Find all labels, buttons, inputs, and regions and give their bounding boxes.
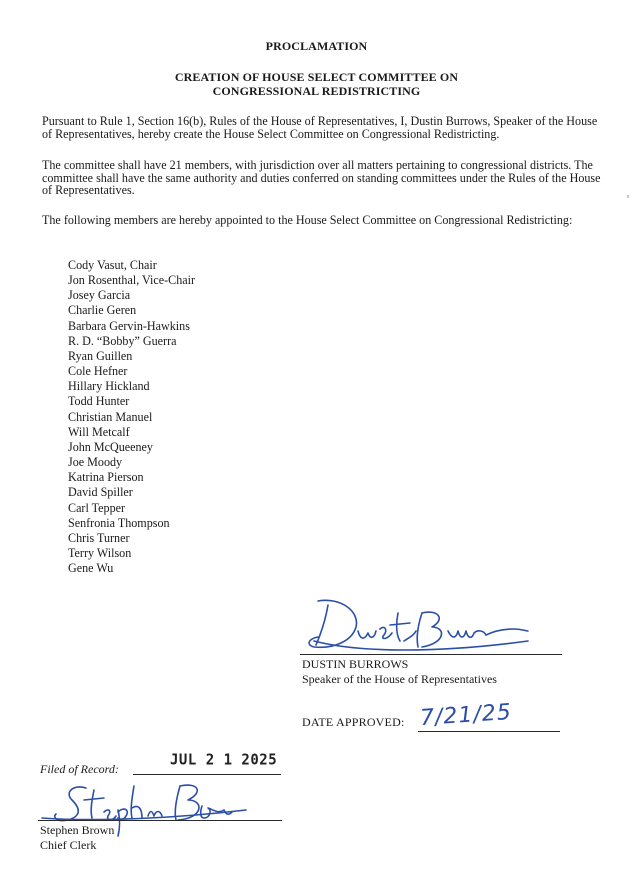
paragraph-appointment: The following members are hereby appointed to the House Select Committee on Congressional Redistricting: [42, 213, 573, 227]
date-approved-value: 7/21/25 [419, 699, 513, 732]
list-item: Jon Rosenthal, Vice-Chair [68, 273, 196, 288]
list-item: Christian Manuel [68, 409, 153, 424]
speaker-signature-line [300, 654, 562, 655]
list-item: Cole Hefner [68, 364, 128, 379]
document-heading: PROCLAMATION [265, 39, 368, 53]
list-item: Josey Garcia [68, 288, 131, 303]
clerk-signature-line [38, 820, 282, 821]
list-item: Chris Turner [68, 530, 130, 545]
list-item: Cody Vasut, Chair [68, 258, 157, 272]
date-approved-line [418, 731, 560, 732]
clerk-title: Chief Clerk [40, 838, 97, 852]
list-item: Barbara Gervin-Hawkins [68, 318, 190, 333]
speaker-name: DUSTIN BURROWS [302, 657, 409, 671]
list-item: Charlie Geren [68, 303, 137, 318]
list-item: Terry Wilson [68, 545, 132, 560]
list-item: Hillary Hickland [68, 379, 150, 394]
list-item: Will Metcalf [68, 424, 130, 439]
filed-of-record-line [133, 774, 281, 775]
list-item: Todd Hunter [68, 394, 130, 409]
speaker-title: Speaker of the House of Representatives [302, 672, 497, 686]
list-item: Ryan Guillen [68, 348, 133, 363]
list-item: John McQueeney [68, 439, 153, 454]
list-item: Senfronia Thompson [68, 515, 170, 530]
list-item: Katrina Pierson [68, 470, 144, 485]
filed-of-record-label: Filed of Record: [40, 762, 119, 776]
paragraph-authority: Pursuant to Rule 1, Section 16(b), Rules of the House of Representatives, I, Dustin Burrows, Speaker of the House of Representatives, hereby create the House Select Committee on Congressional Redistricting. [42, 114, 598, 141]
speaker-signature [300, 595, 540, 657]
filing-date-stamp: JUL 2 1 2025 [170, 751, 278, 769]
list-item: R. D. “Bobby” Guerra [68, 333, 177, 348]
list-item: Carl Tepper [68, 500, 126, 515]
date-approved-label: DATE APPROVED: [302, 715, 405, 729]
clerk-name: Stephen Brown [40, 823, 115, 837]
document-title-line-1: CREATION OF HOUSE SELECT COMMITTEE ON [174, 70, 459, 84]
member-list [68, 258, 195, 576]
document-title-line-2: CONGRESSIONAL REDISTRICTING [212, 84, 421, 98]
scan-edge-mark [627, 195, 629, 198]
list-item: David Spiller [68, 485, 133, 500]
list-item: Joe Moody [68, 455, 123, 470]
paragraph-jurisdiction: The committee shall have 21 members, with jurisdiction over all matters pertaining to congressional districts. The committee shall have the same authority and duties conferred on standing committees under the Rules of the House of Representatives. [42, 158, 601, 197]
list-item: Gene Wu [68, 561, 114, 576]
